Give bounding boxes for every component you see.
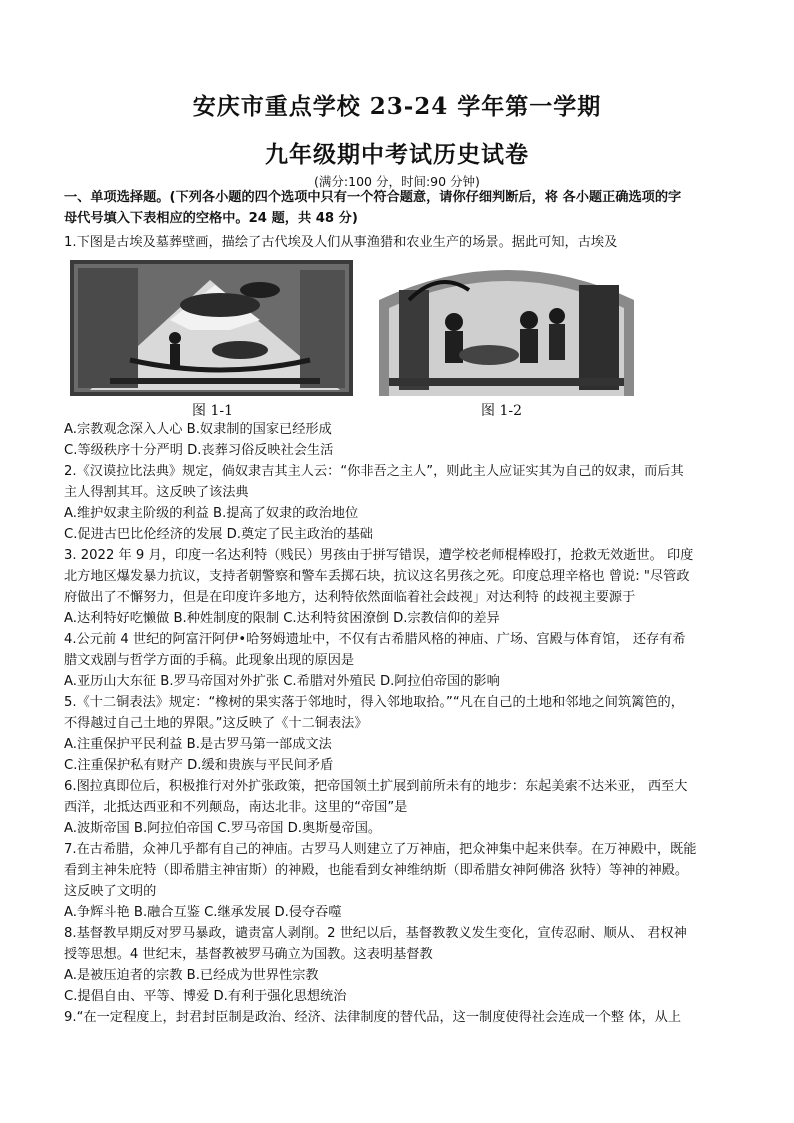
figure-1-1-mural-image	[70, 260, 353, 396]
page-title: 安庆市重点学校 23-24 学年第一学期	[192, 93, 602, 120]
question-3-stem-line-3: 府做出了不懈努力，但是在印度许多地方，达利特依然面临着社会歧视」对达利特 的歧视主要源于	[64, 590, 636, 605]
q2-options-a-b: A.维护奴隶主阶级的利益 B.提高了奴隶的政治地位	[64, 506, 359, 521]
question-8-stem-line-1: 8.基督教早期反对罗马暴政，谴责富人剥削。2 世纪以后，基督教教义发生变化，宣传忍耐、顺从、 君权神	[64, 926, 687, 941]
q6-options: A.波斯帝国 B.阿拉伯帝国 C.罗马帝国 D.奥斯曼帝国。	[64, 821, 382, 836]
question-5-stem-line-2: 不得越过自己土地的界限。”这反映了《十二铜表法》	[64, 716, 368, 731]
question-1-stem: 1.下图是古埃及墓葬壁画，描绘了古代埃及人们从事渔猎和农业生产的场景。据此可知，古埃及	[64, 235, 618, 250]
q1-options-c-d: C.等级秩序十分严明 D.丧葬习俗反映社会生活	[64, 443, 334, 458]
section-heading-line-2: 母代号填入下表相应的空格中。24 题，共 48 分)	[64, 211, 358, 226]
q5-options-a-b: A.注重保护平民利益 B.是古罗马第一部成文法	[64, 737, 332, 752]
q5-options-c-d: C.注重保护私有财产 D.缓和贵族与平民间矛盾	[64, 758, 334, 773]
question-3-stem-line-1: 3. 2022 年 9 月，印度一名达利特（贱民）男孩由于拼写错误，遭学校老师棍棒殴打，抢救无效逝世。 印度	[64, 548, 694, 563]
figure-1-2-mural-image	[379, 260, 634, 396]
question-2-stem-line-2: 主人得割其耳。这反映了该法典	[64, 485, 249, 500]
q4-options: A.亚历山大东征 B.罗马帝国对外扩张 C.希腊对外殖民 D.阿拉伯帝国的影响	[64, 674, 500, 689]
question-8-stem-line-2: 授等思想。4 世纪末，基督教被罗马确立为国教。这表明基督教	[64, 947, 433, 962]
figure-1-1-caption: 图 1-1	[192, 403, 233, 419]
q1-options-a-b: A.宗教观念深入人心 B.奴隶制的国家已经形成	[64, 422, 332, 437]
question-6-stem-line-2: 西洋，北抵达西亚和不列颠岛，南达北非。这里的“帝国”是	[64, 800, 408, 815]
question-7-stem-line-3: 这反映了文明的	[64, 884, 157, 899]
question-5-stem-line-1: 5.《十二铜表法》规定：“橡树的果实落于邻地时，得入邻地取拾。”“凡在自己的土地和邻地之间筑篱笆的，	[64, 695, 684, 710]
question-9-stem-line-1: 9.“在一定程度上，封君封臣制是政治、经济、法律制度的替代品，这一制度使得社会连成一个整 体，从上	[64, 1010, 682, 1025]
exam-subtitle: 九年级期中考试历史试卷	[265, 141, 529, 168]
question-4-stem-line-1: 4.公元前 4 世纪的阿富汗阿伊•哈努姆遗址中，不仅有古希腊风格的神庙、广场、宫殿与体育馆， 还存有希	[64, 632, 686, 647]
q7-options: A.争辉斗艳 B.融合互鉴 C.继承发展 D.侵夺吞噬	[64, 905, 342, 920]
section-heading-line-1: 一、单项选择题。(下列各小题的四个选项中只有一个符合题意，请你仔细判断后，将 各小题正确选项的字	[64, 190, 682, 205]
question-7-stem-line-2: 看到主神朱庇特（即希腊主神宙斯）的神殿，也能看到女神维纳斯（即希腊女神阿佛洛 狄特）等神的神殿。	[64, 863, 689, 878]
q8-options-a-b: A.是被压迫者的宗教 B.已经成为世界性宗教	[64, 968, 319, 983]
q8-options-c-d: C.提倡自由、平等、博爱 D.有利于强化思想统治	[64, 989, 347, 1004]
question-7-stem-line-1: 7.在古希腊，众神几乎都有自己的神庙。古罗马人则建立了万神庙，把众神集中起来供奉。在万神殿中，既能	[64, 842, 697, 857]
question-4-stem-line-2: 腊文戏剧与哲学方面的手稿。此现象出现的原因是	[64, 653, 355, 668]
question-6-stem-line-1: 6.图拉真即位后，积极推行对外扩张政策，把帝国领土扩展到前所未有的地步：东起美索不达米亚， 西至大	[64, 779, 688, 794]
q2-options-c-d: C.促进古巴比伦经济的发展 D.奠定了民主政治的基础	[64, 527, 373, 542]
question-2-stem-line-1: 2.《汉谟拉比法典》规定，倘奴隶吉其主人云：“你非吾之主人”，则此主人应证实其为自己的奴隶，而后其	[64, 464, 684, 479]
exam-meta: (满分:100 分，时间:90 分钟)	[314, 174, 480, 189]
question-3-stem-line-2: 北方地区爆发暴力抗议，支持者朝警察和警车丢掷石块，抗议这名男孩之死。印度总理辛格也 曾说: "尽管政	[64, 569, 690, 584]
figure-1-2-caption: 图 1-2	[481, 403, 522, 419]
q3-options: A.达利特好吃懒做 B.种姓制度的限制 C.达利特贫困潦倒 D.宗教信仰的差异	[64, 611, 500, 626]
